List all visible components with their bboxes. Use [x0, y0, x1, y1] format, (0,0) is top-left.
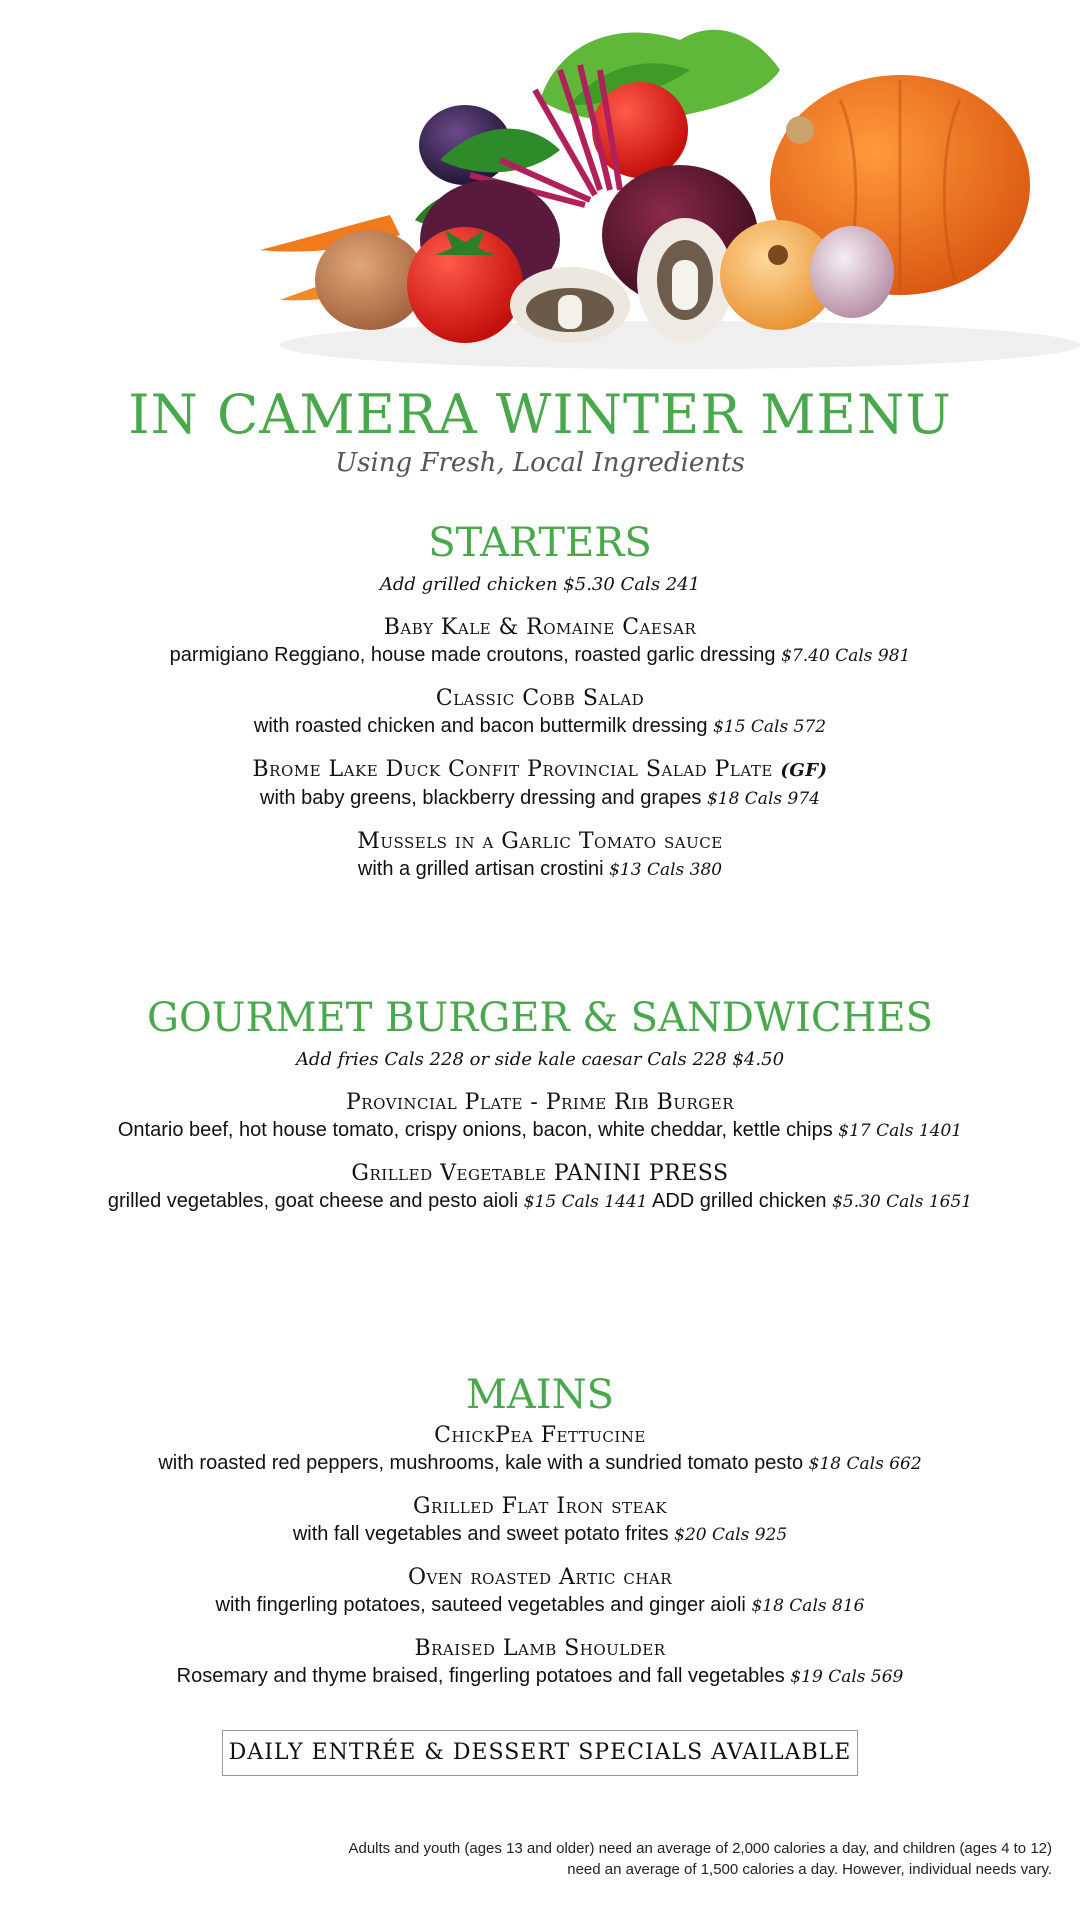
item-desc: with fingerling potatoes, sauteed vegetables and ginger aioli: [215, 1594, 746, 1616]
item-name: Brome Lake Duck Confit Provincial Salad Plate: [252, 757, 773, 782]
item-desc: grilled vegetables, goat cheese and pesto aioli: [107, 1190, 519, 1212]
item-price: $17 Cals 1401: [838, 1121, 963, 1141]
menu-item: [0, 1635, 1080, 1690]
item-desc: with baby greens, blackberry dressing and grapes: [260, 787, 702, 809]
item-desc: with fall vegetables and sweet potato frites: [292, 1523, 669, 1545]
item-price: $7.40 Cals 981: [781, 646, 911, 666]
menu-item: [0, 1160, 1080, 1215]
item-name: Baby Kale & Romaine Caesar: [383, 615, 697, 640]
item-name: Braised Lamb Shoulder: [414, 1636, 666, 1661]
vegetables-image: [240, 10, 1080, 430]
item-name: Grilled Flat Iron steak: [412, 1494, 668, 1519]
mains-section: [0, 1372, 1080, 1690]
menu-subtitle: Using Fresh, Local Ingredients: [335, 448, 745, 478]
menu-item: [0, 1422, 1080, 1477]
item-name: Oven roasted Artic char: [407, 1565, 673, 1590]
gluten-free-tag: (GF): [780, 760, 828, 781]
item-name: Classic Cobb Salad: [435, 686, 645, 711]
calorie-footnote: [292, 1838, 1052, 1880]
item-desc: with roasted red peppers, mushrooms, kale with a sundried tomato pesto: [158, 1452, 804, 1474]
menu-item: [0, 828, 1080, 883]
menu-title: IN CAMERA WINTER MENU: [128, 383, 952, 446]
item-desc: Ontario beef, hot house tomato, crispy onions, bacon, white cheddar, kettle chips: [117, 1119, 833, 1141]
item-price: $13 Cals 380: [609, 860, 723, 880]
item-price: $18 Cals 974: [706, 789, 820, 809]
item-price: $19 Cals 569: [790, 1667, 904, 1687]
item-name: Grilled Vegetable PANINI PRESS: [351, 1161, 729, 1186]
section-title-starters: STARTERS: [428, 520, 652, 566]
burgers-section: [0, 995, 1080, 1215]
item-price: $18 Cals 816: [751, 1596, 865, 1616]
item-price: $18 Cals 662: [808, 1454, 922, 1474]
item-name: Mussels in a Garlic Tomato sauce: [357, 829, 723, 854]
footnote-line-2: need an average of 1,500 calories a day. However, individual needs vary.: [567, 1861, 1052, 1878]
section-title-burgers: GOURMET BURGER & SANDWICHES: [146, 995, 933, 1041]
burgers-note: Add fries Cals 228 or side kale caesar Cals 228 $4.50: [295, 1049, 785, 1070]
menu-item: [0, 1564, 1080, 1619]
starters-note: Add grilled chicken $5.30 Cals 241: [379, 574, 701, 595]
menu-item: [0, 614, 1080, 669]
item-desc: Rosemary and thyme braised, fingerling potatoes and fall vegetables: [176, 1665, 785, 1687]
starters-section: [0, 520, 1080, 883]
menu-item: [0, 756, 1080, 812]
item-price: $15 Cals 1441: [523, 1192, 648, 1212]
menu-item: [0, 1089, 1080, 1144]
item-desc: with roasted chicken and bacon buttermilk dressing: [253, 715, 708, 737]
item-name: ChickPea Fettucine: [434, 1423, 646, 1448]
item-desc: parmigiano Reggiano, house made croutons, roasted garlic dressing: [169, 644, 776, 666]
item-name: Provincial Plate - Prime Rib Burger: [345, 1090, 734, 1115]
footnote-line-1: Adults and youth (ages 13 and older) need an average of 2,000 calories a day, and children (ages 4 to 12): [348, 1840, 1052, 1857]
menu-item: [0, 1493, 1080, 1548]
item-price: $20 Cals 925: [674, 1525, 788, 1545]
item-price: $15 Cals 572: [713, 717, 827, 737]
menu-item: [0, 685, 1080, 740]
item-desc: with a grilled artisan crostini: [357, 858, 604, 880]
item-addon-price: $5.30 Cals 1651: [832, 1192, 973, 1212]
specials-banner: DAILY ENTRÉE & DESSERT SPECIALS AVAILABLE: [222, 1730, 858, 1776]
item-addon: ADD grilled chicken: [652, 1190, 827, 1212]
section-title-mains: MAINS: [465, 1372, 615, 1418]
